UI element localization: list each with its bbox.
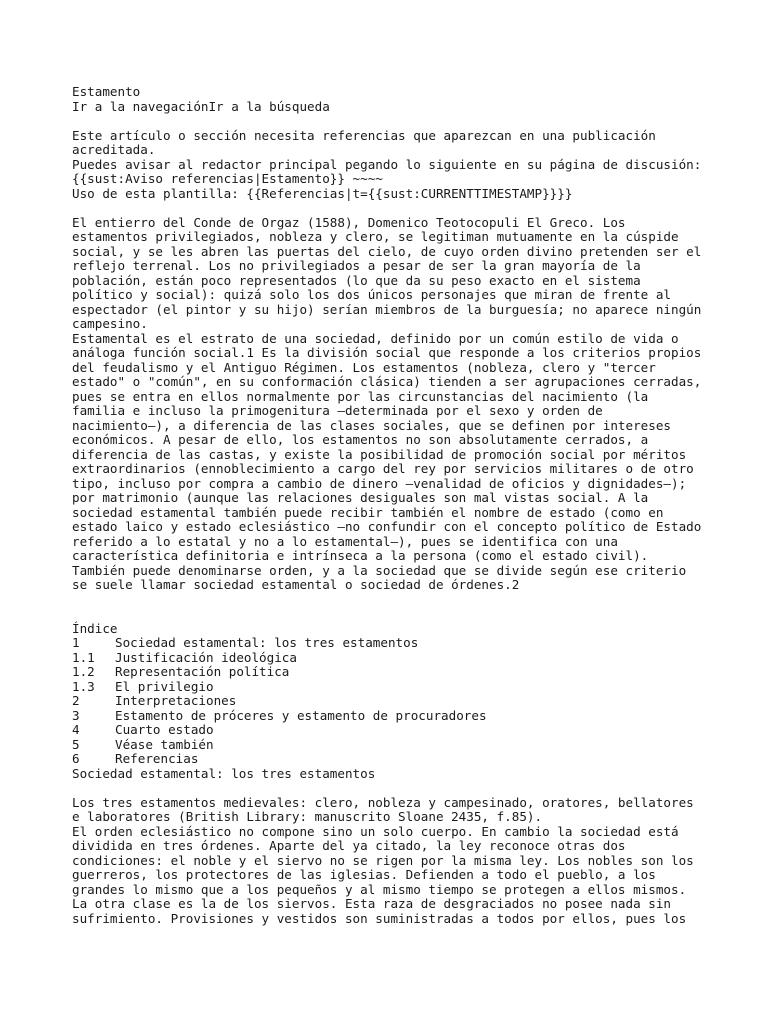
caption-line: campesino. [72, 316, 148, 331]
toc-item[interactable] [72, 680, 712, 695]
notice-line: {{sust:Aviso referencias|Estamento}} ~~~~ [72, 171, 383, 186]
paragraph-line: guerreros, los protectores de las iglesias. Defienden a todo el pueblo, a los [72, 867, 656, 882]
caption-line: El entierro del Conde de Orgaz (1588), Domenico Teotocopuli El Greco. Los [72, 214, 626, 230]
skip-links[interactable]: Ir a la navegaciónIr a la búsqueda [72, 98, 330, 114]
paragraph-line: tipo, incluso por compra a cambio de dinero –venalidad de oficios y dignidades–); [72, 475, 687, 491]
notice-line: Puedes avisar al redactor principal pegando lo siguiente en su página de discusión: [72, 156, 702, 172]
paragraph-line: diferencia de las castas, y existe la posibilidad de promoción social por méritos [72, 446, 687, 462]
toc-item-number: 1.3 [72, 678, 95, 694]
page-title: Estamento [72, 84, 141, 99]
toc-item[interactable] [72, 752, 712, 767]
paragraph-line: del feudalismo y el Antiguo Régimen. Los estamentos (nobleza, clero y "tercer [72, 359, 656, 375]
paragraph-line: económicos. A pesar de ello, los estamentos no son absolutamente cerrados, a [72, 432, 649, 447]
section-image-caption [72, 796, 712, 825]
paragraph-line: grandes lo mismo que a los pequeños y al mismo tiempo se protegen a ellos mismos. [72, 881, 687, 897]
paragraph-line: sociedad estamental también puede recibir también el nombre de estado (como en [72, 504, 664, 520]
toc-item-label[interactable]: Estamento de próceres y estamento de procuradores [115, 707, 487, 723]
paragraph-line: dividida en tres órdenes. Aparte del ya citado, la ley reconoce otras dos [72, 838, 626, 853]
paragraph-line: condiciones: el noble y el siervo no se rigen por la misma ley. Los nobles son los [72, 852, 694, 868]
paragraph-line: El orden eclesiástico no compone sino un solo cuerpo. En cambio la sociedad está [72, 823, 679, 839]
toc-item-label[interactable]: Representación política [115, 664, 290, 679]
toc-item[interactable] [72, 723, 712, 738]
toc-item-number: 1 [72, 635, 80, 650]
paragraph-line: También puede denominarse orden, y a la sociedad que se divide según ese criterio [72, 562, 687, 578]
paragraph-line: sufrimiento. Provisiones y vestidos son suministradas a todos por ellos, pues los [72, 910, 687, 926]
caption-line: reflejo terrenal. Los no privilegiados a pesar de ser la gran mayoría de la [72, 258, 641, 273]
toc-item-number: 1.2 [72, 664, 95, 679]
paragraph-line: por matrimonio (aunque las relaciones desiguales son mal vistas social. A la [72, 490, 649, 505]
notice-line: acreditada. [72, 142, 156, 157]
paragraph-line: Estamental es el estrato de una sociedad, definido por un común estilo de vida o [72, 330, 679, 346]
section-paragraph [72, 825, 712, 927]
paragraph-line: pues se entra en ellos normalmente por las circunstancias del nacimiento (la [72, 388, 649, 404]
toc-item[interactable] [72, 738, 712, 753]
toc-item-label[interactable]: El privilegio [115, 678, 214, 694]
toc-item-label[interactable]: Justificación ideológica [115, 649, 297, 665]
paragraph-line: estado" o "común", en su conformación clásica) tienden a ser agrupaciones cerradas, [72, 374, 702, 389]
paragraph-line: La otra clase es la de los siervos. Esta raza de desgraciados no posee nada sin [72, 896, 671, 911]
notice-line: Uso de esta plantilla: {{Referencias|t={{sust:CURRENTTIMESTAMP}}}} [72, 185, 573, 201]
table-of-contents [72, 622, 712, 767]
document-body [72, 85, 712, 926]
caption-line: estamentos privilegiados, nobleza y clero, se legitiman mutuamente en la cúspide [72, 229, 679, 244]
paragraph-line: referido a lo estatal y no a lo estamental–), pues se identifica con una [72, 533, 618, 549]
toc-item-number: 5 [72, 736, 80, 752]
toc-item[interactable] [72, 665, 712, 680]
toc-item-label[interactable]: Referencias [115, 751, 199, 766]
toc-item-number: 6 [72, 751, 80, 766]
caption-line: social, y se les abren las puertas del cielo, de cuyo orden divino pretenden ser el [72, 243, 702, 259]
caption-line: población, están poco representados (lo que da su peso exacto en el sistema [72, 272, 641, 288]
toc-item-number: 4 [72, 722, 80, 737]
paragraph-line: característica definitoria e intrínseca a la persona (como el estado civil). [72, 548, 649, 563]
toc-item-label[interactable]: Véase también [115, 736, 214, 752]
spacer [72, 593, 712, 622]
toc-item-label[interactable]: Interpretaciones [115, 693, 237, 708]
paragraph-line: extraordinarios (ennoblecimiento a cargo del rey por servicios militares o de otro [72, 461, 694, 476]
toc-item[interactable] [72, 636, 712, 651]
toc-item-number: 1.1 [72, 649, 95, 665]
toc-heading: Índice [72, 620, 118, 636]
spacer [72, 201, 712, 216]
caption-line: político y social): quizá solo los dos únicos personajes que miran de frente al [72, 287, 671, 302]
caption-line: espectador (el pintor y su hijo) serían miembros de la burguesía; no aparece ningún [72, 301, 702, 317]
spacer [72, 781, 712, 796]
paragraph-line: estado laico y estado eclesiástico –no confundir con el concepto político de Estado [72, 519, 702, 534]
toc-item-label[interactable]: Sociedad estamental: los tres estamentos [115, 635, 419, 650]
toc-item[interactable] [72, 709, 712, 724]
spacer [72, 114, 712, 129]
paragraph-line: análoga función social.1 Es la división social que responde a los criterios propios [72, 345, 702, 360]
caption-line: Los tres estamentos medievales: clero, nobleza y campesinado, oratores, bellatores [72, 794, 694, 810]
toc-item[interactable] [72, 694, 712, 709]
paragraph-line: se suele llamar sociedad estamental o sociedad de órdenes.2 [72, 577, 520, 592]
section-heading: Sociedad estamental: los tres estamentos [72, 765, 376, 781]
references-notice [72, 129, 712, 202]
intro-paragraph [72, 332, 712, 593]
toc-item-number: 2 [72, 693, 80, 708]
toc-item-label[interactable]: Cuarto estado [115, 722, 214, 737]
image-caption [72, 216, 712, 332]
paragraph-line: familia e incluso la primogenitura –determinada por el sexo y orden de [72, 403, 603, 418]
toc-item-number: 3 [72, 707, 80, 723]
notice-line: Este artículo o sección necesita referencias que aparezcan en una publicación [72, 127, 656, 143]
paragraph-line: nacimiento–), a diferencia de las clases sociales, que se definen por intereses [72, 417, 671, 433]
caption-line: e laboratores (British Library: manuscrito Sloane 2435, f.85). [72, 809, 543, 824]
toc-item[interactable] [72, 651, 712, 666]
